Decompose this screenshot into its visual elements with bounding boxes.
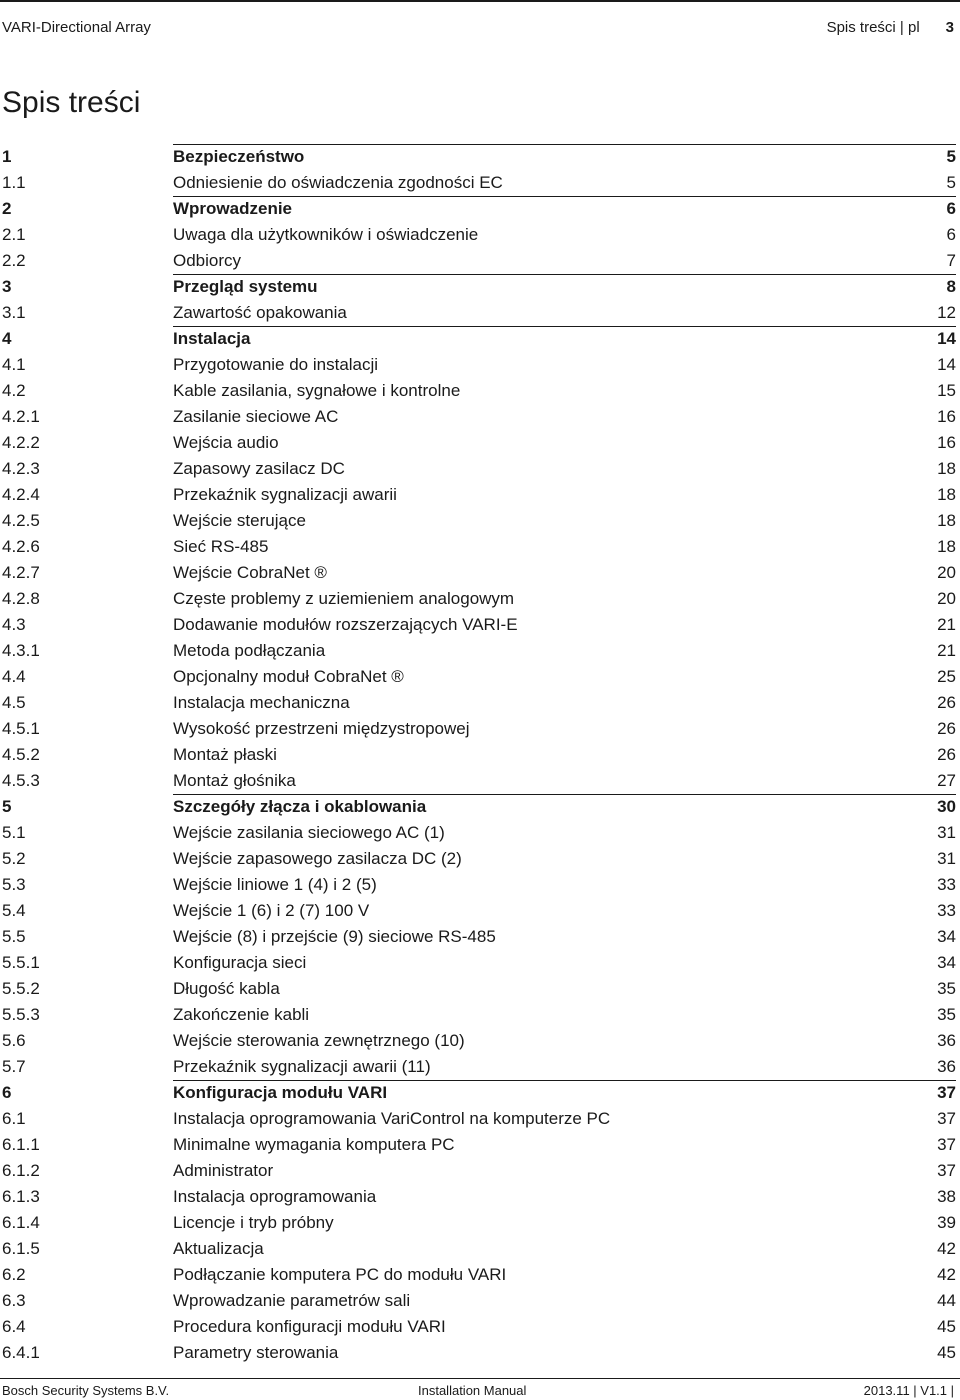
toc-entry-title: Parametry sterowania xyxy=(173,1343,339,1362)
footer-doc-type: Installation Manual xyxy=(418,1383,527,1398)
toc-row[interactable] xyxy=(0,1158,956,1184)
toc-chapter-row[interactable] xyxy=(0,274,956,300)
toc-entry-title: Wejście sterowania zewnętrznego (10) xyxy=(173,1031,465,1050)
toc-entry-number: 4.1 xyxy=(2,355,26,374)
toc-entry-number: 5.5.2 xyxy=(2,979,40,998)
toc-row[interactable] xyxy=(0,690,956,716)
toc-entry-title: Przekaźnik sygnalizacji awarii (11) xyxy=(173,1057,431,1076)
toc-entry-title: Instalacja oprogramowania VariControl na komputerze PC xyxy=(173,1109,611,1128)
toc-entry-number: 4.2.2 xyxy=(2,433,40,452)
toc-row[interactable] xyxy=(0,1028,956,1054)
toc-entry-page: 37 xyxy=(937,1135,956,1154)
toc-chapter-row[interactable] xyxy=(0,144,956,170)
toc-entry-title: Konfiguracja sieci xyxy=(173,953,307,972)
toc-entry-number: 4 xyxy=(2,329,12,348)
toc-entry-title: Dodawanie modułów rozszerzających VARI-E xyxy=(173,615,518,634)
footer-version: 2013.11 | V1.1 | xyxy=(863,1383,954,1398)
toc-entry-title: Zakończenie kabli xyxy=(173,1005,310,1024)
toc-row[interactable] xyxy=(0,248,956,274)
toc-entry-page: 33 xyxy=(937,875,956,894)
toc-row[interactable] xyxy=(0,716,956,742)
toc-entry-page: 21 xyxy=(937,641,956,660)
toc-row[interactable] xyxy=(0,976,956,1002)
toc-row[interactable] xyxy=(0,1314,956,1340)
toc-row[interactable] xyxy=(0,820,956,846)
toc-entry-number: 4.2.1 xyxy=(2,407,40,426)
toc-entry-number: 4.5 xyxy=(2,693,26,712)
table-of-contents xyxy=(0,144,956,1366)
toc-entry-number: 6.4.1 xyxy=(2,1343,40,1362)
toc-row[interactable] xyxy=(0,1210,956,1236)
toc-entry-page: 14 xyxy=(937,329,956,348)
toc-entry-number: 5.6 xyxy=(2,1031,26,1050)
toc-row[interactable] xyxy=(0,430,956,456)
toc-entry-title: Instalacja oprogramowania xyxy=(173,1187,377,1206)
toc-row[interactable] xyxy=(0,768,956,794)
toc-entry-number: 6.1.3 xyxy=(2,1187,40,1206)
toc-entry-number: 5.3 xyxy=(2,875,26,894)
toc-entry-page: 16 xyxy=(937,407,956,426)
toc-entry-page: 36 xyxy=(937,1031,956,1050)
toc-entry-title: Montaż płaski xyxy=(173,745,277,764)
toc-entry-title: Procedura konfiguracji modułu VARI xyxy=(173,1317,446,1336)
toc-entry-title: Wejście zapasowego zasilacza DC (2) xyxy=(173,849,462,868)
toc-entry-page: 31 xyxy=(937,823,956,842)
toc-entry-number: 4.2.3 xyxy=(2,459,40,478)
toc-entry-page: 5 xyxy=(946,173,956,192)
toc-entry-number: 6.1 xyxy=(2,1109,26,1128)
toc-row[interactable] xyxy=(0,1106,956,1132)
page-number: 3 xyxy=(945,19,954,36)
toc-entry-number: 4.5.2 xyxy=(2,745,40,764)
section-label: Spis treści | pl xyxy=(826,19,920,36)
footer-rule xyxy=(0,1378,960,1379)
toc-entry-title: Instalacja xyxy=(173,329,251,348)
toc-entry-page: 42 xyxy=(937,1239,956,1258)
toc-entry-number: 4.2.7 xyxy=(2,563,40,582)
toc-entry-number: 5.5.1 xyxy=(2,953,40,972)
toc-entry-title: Kable zasilania, sygnałowe i kontrolne xyxy=(173,381,461,400)
toc-entry-number: 4.3.1 xyxy=(2,641,40,660)
toc-entry-page: 6 xyxy=(946,225,956,244)
toc-entry-title: Licencje i tryb próbny xyxy=(173,1213,334,1232)
toc-row[interactable] xyxy=(0,742,956,768)
toc-entry-number: 6.1.4 xyxy=(2,1213,40,1232)
toc-entry-title: Szczegóły złącza i okablowania xyxy=(173,797,427,816)
toc-entry-page: 33 xyxy=(937,901,956,920)
toc-row[interactable] xyxy=(0,300,956,326)
toc-entry-number: 4.2.4 xyxy=(2,485,40,504)
toc-row[interactable] xyxy=(0,482,956,508)
toc-entry-title: Częste problemy z uziemieniem analogowym xyxy=(173,589,515,608)
toc-row[interactable] xyxy=(0,378,956,404)
toc-entry-title: Zasilanie sieciowe AC xyxy=(173,407,339,426)
toc-entry-number: 4.2 xyxy=(2,381,26,400)
toc-entry-number: 6.1.2 xyxy=(2,1161,40,1180)
toc-row[interactable] xyxy=(0,872,956,898)
footer xyxy=(0,1380,960,1400)
toc-entry-page: 26 xyxy=(937,719,956,738)
toc-entry-title: Odbiorcy xyxy=(173,251,242,270)
toc-entry-page: 30 xyxy=(937,797,956,816)
toc-entry-title: Wysokość przestrzeni międzystropowej xyxy=(173,719,470,738)
toc-chapter-row[interactable] xyxy=(0,196,956,222)
toc-entry-page: 25 xyxy=(937,667,956,686)
toc-row[interactable] xyxy=(0,1340,956,1366)
toc-entry-page: 5 xyxy=(946,147,956,166)
toc-entry-number: 6 xyxy=(2,1083,12,1102)
toc-entry-page: 39 xyxy=(937,1213,956,1232)
toc-entry-page: 18 xyxy=(937,537,956,556)
toc-entry-title: Wejście sterujące xyxy=(173,511,306,530)
toc-row[interactable] xyxy=(0,534,956,560)
toc-row[interactable] xyxy=(0,664,956,690)
toc-entry-page: 45 xyxy=(937,1317,956,1336)
header-section xyxy=(827,19,954,36)
toc-entry-title: Administrator xyxy=(173,1161,274,1180)
toc-row[interactable] xyxy=(0,950,956,976)
toc-entry-page: 27 xyxy=(937,771,956,790)
toc-entry-number: 4.5.3 xyxy=(2,771,40,790)
toc-entry-title: Bezpieczeństwo xyxy=(173,147,305,166)
toc-row[interactable] xyxy=(0,924,956,950)
toc-entry-number: 4.2.8 xyxy=(2,589,40,608)
toc-entry-title: Uwaga dla użytkowników i oświadczenie xyxy=(173,225,479,244)
toc-entry-page: 31 xyxy=(937,849,956,868)
toc-entry-title: Opcjonalny moduł CobraNet ® xyxy=(173,667,404,686)
toc-entry-number: 6.4 xyxy=(2,1317,26,1336)
toc-row[interactable] xyxy=(0,898,956,924)
toc-entry-page: 37 xyxy=(937,1161,956,1180)
toc-entry-page: 37 xyxy=(937,1109,956,1128)
toc-entry-page: 45 xyxy=(937,1343,956,1362)
toc-entry-title: Wejście 1 (6) i 2 (7) 100 V xyxy=(173,901,370,920)
toc-entry-page: 26 xyxy=(937,693,956,712)
toc-row[interactable] xyxy=(0,1054,956,1080)
toc-entry-number: 5.5.3 xyxy=(2,1005,40,1024)
toc-entry-page: 35 xyxy=(937,1005,956,1024)
toc-chapter-row[interactable] xyxy=(0,794,956,820)
toc-row[interactable] xyxy=(0,1002,956,1028)
header-rule xyxy=(0,0,960,2)
toc-entry-number: 3 xyxy=(2,277,12,296)
toc-entry-page: 36 xyxy=(937,1057,956,1076)
toc-entry-title: Montaż głośnika xyxy=(173,771,296,790)
toc-entry-page: 20 xyxy=(937,563,956,582)
toc-entry-number: 2.1 xyxy=(2,225,26,244)
toc-entry-title: Zapasowy zasilacz DC xyxy=(173,459,345,478)
toc-chapter-row[interactable] xyxy=(0,326,956,352)
toc-entry-page: 16 xyxy=(937,433,956,452)
toc-entry-page: 34 xyxy=(937,927,956,946)
toc-entry-number: 4.2.6 xyxy=(2,537,40,556)
toc-row[interactable] xyxy=(0,1236,956,1262)
toc-row[interactable] xyxy=(0,586,956,612)
page-title: Spis treści xyxy=(2,86,141,119)
toc-row[interactable] xyxy=(0,1288,956,1314)
toc-entry-title: Konfiguracja modułu VARI xyxy=(173,1083,388,1102)
toc-entry-page: 34 xyxy=(937,953,956,972)
toc-row[interactable] xyxy=(0,508,956,534)
toc-entry-title: Długość kabla xyxy=(173,979,280,998)
toc-entry-page: 21 xyxy=(937,615,956,634)
toc-entry-page: 26 xyxy=(937,745,956,764)
toc-entry-title: Odniesienie do oświadczenia zgodności EC xyxy=(173,173,503,192)
document-title: VARI-Directional Array xyxy=(2,19,151,36)
toc-row[interactable] xyxy=(0,846,956,872)
toc-row[interactable] xyxy=(0,1184,956,1210)
toc-entry-page: 18 xyxy=(937,485,956,504)
toc-row[interactable] xyxy=(0,1262,956,1288)
toc-entry-number: 5.2 xyxy=(2,849,26,868)
toc-entry-number: 5.7 xyxy=(2,1057,26,1076)
toc-entry-page: 44 xyxy=(937,1291,956,1310)
toc-entry-page: 42 xyxy=(937,1265,956,1284)
toc-entry-title: Wejście (8) i przejście (9) sieciowe RS-485 xyxy=(173,927,496,946)
toc-row[interactable] xyxy=(0,404,956,430)
toc-entry-title: Wejścia audio xyxy=(173,433,279,452)
toc-entry-title: Sieć RS-485 xyxy=(173,537,269,556)
toc-entry-title: Wejście liniowe 1 (4) i 2 (5) xyxy=(173,875,377,894)
toc-entry-title: Metoda podłączania xyxy=(173,641,326,660)
toc-row[interactable] xyxy=(0,222,956,248)
toc-row[interactable] xyxy=(0,612,956,638)
toc-entry-title: Wprowadzanie parametrów sali xyxy=(173,1291,411,1310)
toc-entry-number: 6.1.1 xyxy=(2,1135,40,1154)
toc-entry-title: Podłączanie komputera PC do modułu VARI xyxy=(173,1265,507,1284)
toc-row[interactable] xyxy=(0,456,956,482)
toc-entry-title: Przygotowanie do instalacji xyxy=(173,355,379,374)
toc-entry-number: 3.1 xyxy=(2,303,26,322)
toc-entry-page: 18 xyxy=(937,511,956,530)
toc-entry-page: 8 xyxy=(946,277,956,296)
toc-row[interactable] xyxy=(0,352,956,378)
toc-row[interactable] xyxy=(0,638,956,664)
toc-entry-page: 12 xyxy=(937,303,956,322)
toc-row[interactable] xyxy=(0,560,956,586)
toc-entry-page: 37 xyxy=(937,1083,956,1102)
toc-entry-number: 5.1 xyxy=(2,823,26,842)
toc-entry-number: 1.1 xyxy=(2,173,26,192)
toc-entry-number: 5.5 xyxy=(2,927,26,946)
toc-entry-title: Wejście CobraNet ® xyxy=(173,563,327,582)
toc-entry-number: 2.2 xyxy=(2,251,26,270)
toc-entry-title: Instalacja mechaniczna xyxy=(173,693,350,712)
toc-entry-number: 4.2.5 xyxy=(2,511,40,530)
toc-entry-page: 35 xyxy=(937,979,956,998)
toc-entry-page: 20 xyxy=(937,589,956,608)
toc-entry-number: 5.4 xyxy=(2,901,26,920)
toc-entry-number: 4.4 xyxy=(2,667,26,686)
toc-entry-number: 2 xyxy=(2,199,12,218)
toc-entry-page: 18 xyxy=(937,459,956,478)
toc-entry-number: 1 xyxy=(2,147,12,166)
toc-entry-number: 6.1.5 xyxy=(2,1239,40,1258)
toc-entry-number: 6.2 xyxy=(2,1265,26,1284)
toc-entry-number: 4.3 xyxy=(2,615,26,634)
toc-entry-number: 5 xyxy=(2,797,12,816)
toc-entry-title: Wejście zasilania sieciowego AC (1) xyxy=(173,823,445,842)
toc-entry-title: Przegląd systemu xyxy=(173,277,318,296)
toc-entry-page: 38 xyxy=(937,1187,956,1206)
toc-entry-title: Minimalne wymagania komputera PC xyxy=(173,1135,455,1154)
toc-row[interactable] xyxy=(0,1132,956,1158)
toc-entry-page: 14 xyxy=(937,355,956,374)
toc-entry-number: 6.3 xyxy=(2,1291,26,1310)
footer-company: Bosch Security Systems B.V. xyxy=(2,1383,170,1398)
toc-entry-title: Wprowadzenie xyxy=(173,199,293,218)
toc-entry-title: Aktualizacja xyxy=(173,1239,264,1258)
toc-entry-title: Przekaźnik sygnalizacji awarii xyxy=(173,485,397,504)
toc-entry-page: 6 xyxy=(946,199,956,218)
toc-entry-page: 7 xyxy=(946,251,956,270)
toc-row[interactable] xyxy=(0,170,956,196)
toc-chapter-row[interactable] xyxy=(0,1080,956,1106)
toc-entry-number: 4.5.1 xyxy=(2,719,40,738)
toc-entry-page: 15 xyxy=(937,381,956,400)
toc-entry-title: Zawartość opakowania xyxy=(173,303,347,322)
